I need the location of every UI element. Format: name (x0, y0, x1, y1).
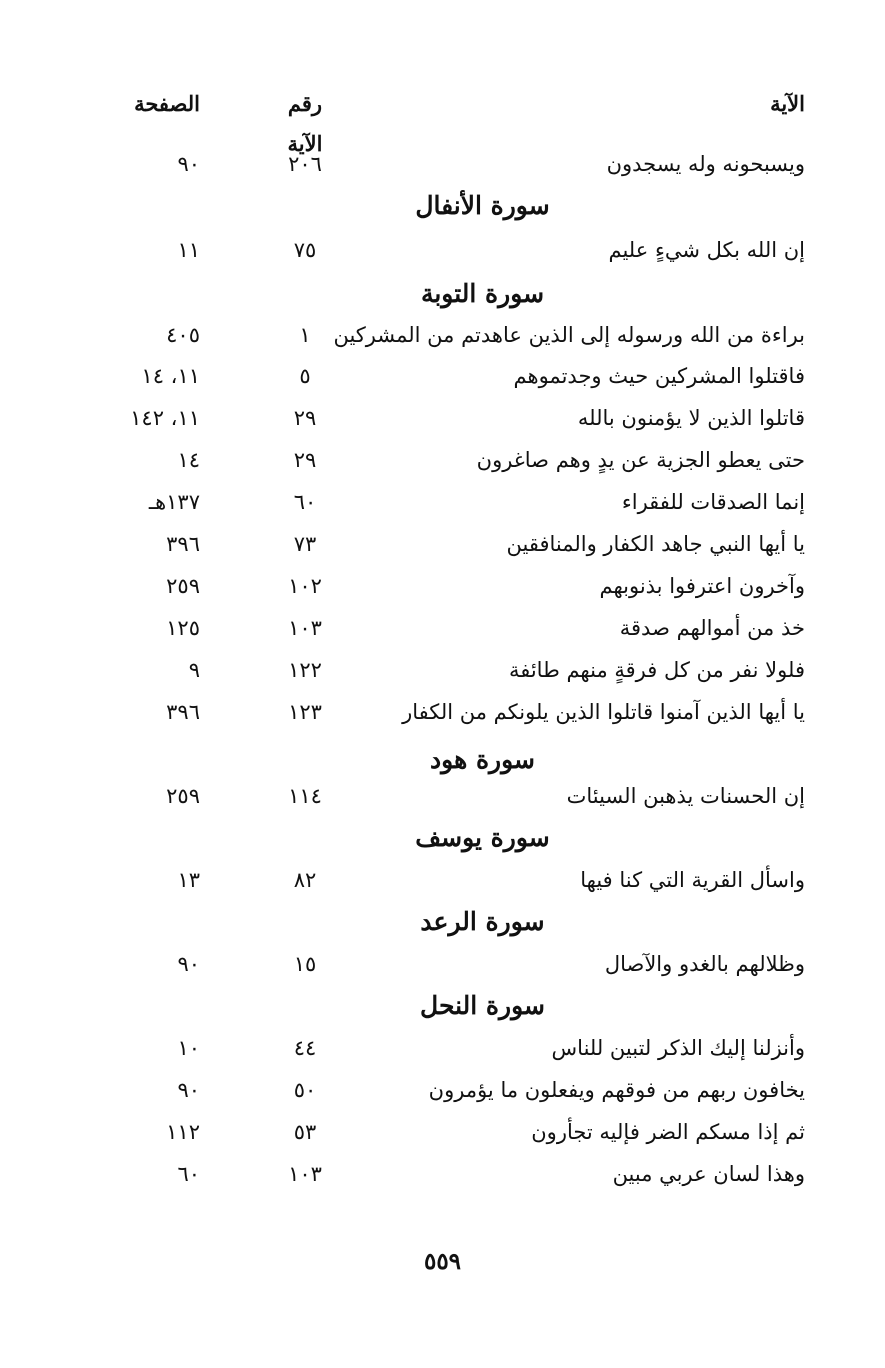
page-reference: ٩٠ (177, 952, 200, 976)
surah-heading (0, 984, 885, 1028)
verse-number: ١٠٣ (288, 1162, 322, 1186)
verse-text: حتى يعطو الجزية عن يدٍ وهم صاغرون (476, 448, 805, 472)
verse-text: ثم إذا مسكم الضر فإليه تجأرون (531, 1120, 805, 1144)
number-column-label: رقم الآية (287, 91, 323, 156)
table-row (0, 440, 885, 480)
surah-heading (0, 816, 885, 860)
table-row (0, 1028, 885, 1068)
surah-title: سورة الأنفال (415, 191, 550, 220)
verse-text: فلولا نفر من كل فرقةٍ منهم طائفة (508, 658, 805, 682)
page-reference: ١١، ١٤٢ (130, 406, 200, 430)
page-reference: ٤٠٥ (166, 323, 200, 347)
verse-number: ٧٥ (293, 238, 317, 262)
verse-number: ٥٠ (293, 1078, 317, 1102)
page-reference: ١٠ (177, 1036, 200, 1060)
page-reference: ١٣ (177, 868, 200, 892)
page-reference: ٢٥٩ (166, 784, 200, 808)
table-row (0, 1154, 885, 1194)
verse-number: ١٠٣ (288, 616, 322, 640)
verse-number: ١ (299, 323, 311, 347)
verse-number: ٥٣ (293, 1120, 317, 1144)
verse-text: واسأل القرية التي كنا فيها (580, 868, 805, 892)
page-reference: ١٤ (177, 448, 200, 472)
verse-text: يا أيها النبي جاهد الكفار والمنافقين (506, 532, 805, 556)
surah-title: سورة التوبة (420, 279, 545, 308)
verse-number: ٧٣ (293, 532, 317, 556)
table-row (0, 944, 885, 984)
verse-number: ٢٠٦ (288, 152, 322, 176)
table-row (0, 776, 885, 816)
page-reference: ٦٠ (177, 1162, 200, 1186)
verse-number: ١٠٢ (288, 574, 322, 598)
table-row (0, 315, 885, 355)
verse-number: ١٢٢ (288, 658, 322, 682)
verse-text: إن الله بكل شيءٍ عليم (608, 238, 805, 262)
verse-text: قاتلوا الذين لا يؤمنون بالله (577, 406, 805, 430)
verse-text: وأنزلنا إليك الذكر لتبين للناس (551, 1036, 805, 1060)
table-row (0, 356, 885, 396)
surah-title: سورة هود (430, 745, 535, 774)
table-row (0, 608, 885, 648)
page-reference: ١٣٧هـ (148, 490, 200, 514)
verse-number: ٢٩ (293, 406, 317, 430)
surah-title: سورة النحل (420, 991, 545, 1020)
verse-column-label: الآية (770, 91, 805, 116)
verse-text: يا أيها الذين آمنوا قاتلوا الذين يلونكم من الكفار (402, 700, 805, 724)
page-reference: ٣٩٦ (166, 700, 200, 724)
table-row (0, 1112, 885, 1152)
page-reference: ٣٩٦ (166, 532, 200, 556)
verse-text: يخافون ربهم من فوقهم ويفعلون ما يؤمرون (428, 1078, 805, 1102)
page-reference: ٢٥٩ (166, 574, 200, 598)
verse-text: خذ من أموالهم صدقة (619, 616, 805, 640)
column-header (0, 84, 885, 156)
table-row (0, 566, 885, 606)
verse-text: فاقتلوا المشركين حيث وجدتموهم (513, 364, 805, 388)
surah-heading (0, 184, 885, 228)
page-reference: ١١٢ (166, 1120, 200, 1144)
verse-text: وآخرون اعترفوا بذنوبهم (599, 574, 805, 598)
surah-heading (0, 900, 885, 944)
surah-title: سورة يوسف (415, 823, 550, 852)
table-row (0, 230, 885, 270)
verse-text: وظلالهم بالغدو والآصال (604, 952, 805, 976)
verse-number: ١٥ (293, 952, 317, 976)
page-number: ٥٥٩ (423, 1248, 462, 1275)
table-row (0, 524, 885, 564)
page-reference: ١١ (177, 238, 200, 262)
table-row (0, 650, 885, 690)
table-row (0, 1070, 885, 1110)
table-row (0, 482, 885, 522)
verse-number: ٥ (299, 364, 311, 388)
table-row (0, 398, 885, 438)
page-reference: ١١، ١٤ (141, 364, 200, 388)
verse-text: إنما الصدقات للفقراء (621, 490, 805, 514)
page-column-label: الصفحة (134, 91, 200, 116)
table-row (0, 860, 885, 900)
verse-number: ٤٤ (293, 1036, 317, 1060)
verse-text: براءة من الله ورسوله إلى الذين عاهدتم من المشركين (333, 323, 805, 347)
page-reference: ٩٠ (177, 1078, 200, 1102)
verse-text: وهذا لسان عربي مبين (612, 1162, 805, 1186)
verse-number: ٢٩ (293, 448, 317, 472)
page-reference: ٩ (188, 658, 200, 682)
page-reference: ٩٠ (177, 152, 200, 176)
verse-number: ١٢٣ (288, 700, 322, 724)
table-row (0, 692, 885, 732)
page-reference: ١٢٥ (166, 616, 200, 640)
surah-heading (0, 272, 885, 316)
verse-number: ٨٢ (293, 868, 317, 892)
verse-text: إن الحسنات يذهبن السيئات (566, 784, 805, 808)
verse-number: ٦٠ (293, 490, 317, 514)
surah-title: سورة الرعد (420, 907, 545, 936)
verse-number: ١١٤ (288, 784, 322, 808)
table-row (0, 144, 885, 184)
verse-text: ويسبحونه وله يسجدون (606, 152, 805, 176)
